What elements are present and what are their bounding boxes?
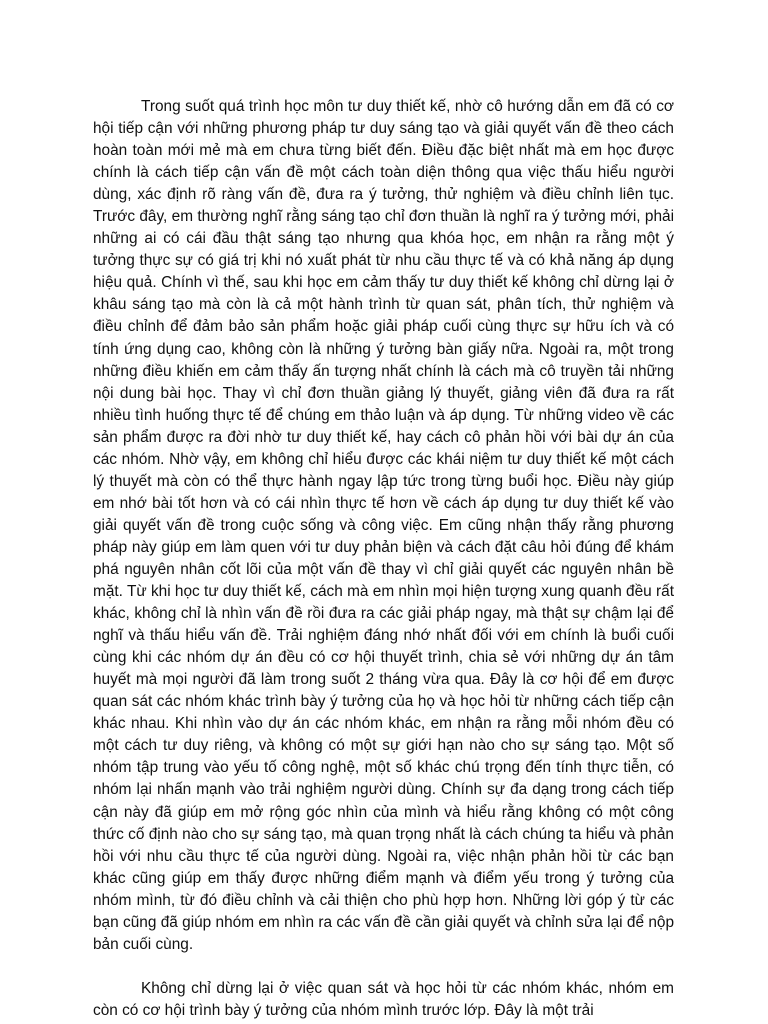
document-body [93,96,674,1022]
paragraph-1: Trong suốt quá trình học môn tư duy thiết kế, nhờ cô hướng dẫn em đã có cơ hội tiếp cận với những phương pháp tư duy sáng tạo và giải quyết vấn đề theo cách hoàn toàn mới mẻ mà em chưa từng biết đến. Điều đặc biệt nhất mà em học được chính là cách tiếp cận vấn đề một cách toàn diện thông qua việc thấu hiểu người dùng, xác định rõ ràng vấn đề, đưa ra ý tưởng, thử nghiệm và điều chỉnh liên tục. Trước đây, em thường nghĩ rằng sáng tạo chỉ đơn thuần là nghĩ ra ý tưởng mới, phải những ai có cái đầu thật sáng tạo nhưng qua khóa học, em nhận ra rằng một ý tưởng thực sự có giá trị khi nó xuất phát từ nhu cầu thực tế và có khả năng áp dụng hiệu quả. Chính vì thế, sau khi học em cảm thấy tư duy thiết kế không chỉ dừng lại ở khâu sáng tạo mà còn là cả một hành trình từ quan sát, phân tích, thử nghiệm và điều chỉnh để đảm bảo sản phẩm hoặc giải pháp cuối cùng thực sự hữu ích và có tính ứng dụng cao, không còn là những ý tưởng bàn giấy nữa. Ngoài ra, một trong những điều khiến em cảm thấy ấn tượng nhất chính là cách mà cô truyền tải những nội dung bài học. Thay vì chỉ đơn thuần giảng lý thuyết, giảng viên đã đưa ra rất nhiều tình huống thực tế để chúng em thảo luận và áp dụng. Từ những video về các sản phẩm được ra đời nhờ tư duy thiết kế, hay cách cô phản hồi với bài dự án của các nhóm. Nhờ vậy, em không chỉ hiểu được các khái niệm tư duy thiết kế một cách lý thuyết mà còn có thể thực hành ngay lập tức trong từng buổi học. Điều này giúp em nhớ bài tốt hơn và có cái nhìn thực tế hơn về cách áp dụng tư duy thiết kế vào giải quyết vấn đề trong cuộc sống và công việc. Em cũng nhận thấy rằng phương pháp này giúp em làm quen với tư duy phản biện và cách đặt câu hỏi đúng để khám phá nguyên nhân cốt lõi của một vấn đề thay vì chỉ giải quyết các nguyên nhân bề mặt. Từ khi học tư duy thiết kế, cách mà em nhìn mọi hiện tượng xung quanh đều rất khác, không chỉ là nhìn vấn đề rồi đưa ra các giải pháp ngay, mà thật sự chậm lại để nghĩ và thấu hiểu vấn đề. Trải nghiệm đáng nhớ nhất đối với em chính là buổi cuối cùng khi các nhóm dự án đều có cơ hội thuyết trình, chia sẻ với những dự án tâm huyết mà mọi người đã làm trong suốt 2 tháng vừa qua. Đây là cơ hội để em được quan sát các nhóm khác trình bày ý tưởng của họ và học hỏi từ những cách tiếp cận khác nhau. Khi nhìn vào dự án các nhóm khác, em nhận ra rằng mỗi nhóm đều có một cách tư duy riêng, và không có một sự giới hạn nào cho sự sáng tạo. Một số nhóm tập trung vào yếu tố công nghệ, một số khác chú trọng đến tính thực tiễn, có nhóm lại nhấn mạnh vào trải nghiệm người dùng. Chính sự đa dạng trong cách tiếp cận này đã giúp em mở rộng góc nhìn của mình và hiểu rằng không có một công thức cố định nào cho sự sáng tạo, mà quan trọng nhất là cách chúng ta hiểu và phản hồi với nhu cầu thực tế của người dùng. Ngoài ra, việc nhận phản hồi từ các bạn khác cũng giúp em thấy được những điểm mạnh và điểm yếu trong ý tưởng của nhóm mình, từ đó điều chỉnh và cải thiện cho phù hợp hơn. Những lời góp ý từ các bạn cũng đã giúp nhóm em nhìn ra các vấn đề cần giải quyết và chỉnh sửa lại để nộp bản cuối cùng. [93,98,674,953]
paragraph-2: Không chỉ dừng lại ở việc quan sát và học hỏi từ các nhóm khác, nhóm em còn có cơ hội trình bày ý tưởng của nhóm mình trước lớp. Đây là một trải [93,979,674,1019]
